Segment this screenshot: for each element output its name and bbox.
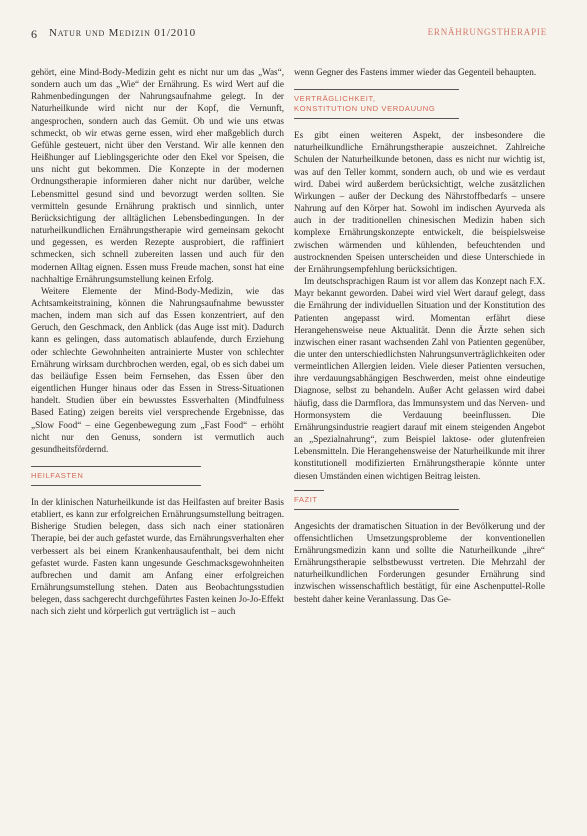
- page-header: [0, 0, 587, 40]
- left-paragraph-3: In der klinischen Naturheilkunde ist das Heilfasten auf breiter Basis etabliert, es kann zur erfolgreichen Ernährungsumstellung beitragen. Bisherige Studien belegen, dass sich nach einer stationären Therapie, bei der auch gefastet wurde, das Ernährungsverhalten eher verbessert als bei einem Krankenhausaufenthalt, bei dem nicht gefastet wurde. Fasten kann ungesunde Geschmacksgewohnheiten aufbrechen und damit am Anfang einer erfolgreichen Ernährungsumstellung stehen. Daten aus Beobachtungsstudien belegen, dass sachgerecht durchgeführtes Fasten keinen Jo-Jo-Effekt nach sich zieht und körperlich gut verträglich ist – auch: [31, 497, 284, 617]
- subheading-vertraeglichkeit: VERTRÄGLICHKEIT,: [294, 94, 376, 104]
- subheading-konstitution: KONSTITUTION UND VERDAUUNG: [294, 104, 436, 114]
- left-column: [31, 66, 284, 618]
- journal-title: Natur und Medizin 01/2010: [49, 27, 196, 39]
- right-paragraph-1: Es gibt einen weiteren Aspekt, der insbesondere die naturheilkundliche Ernährungstherapie auszeichnet. Zahlreiche Schulen der Naturheilkunde betonen, dass es nicht nur wichtig ist, was auf den Teller kommt, sondern auch, ob und wie es verdaut wird. Dabei wird außerdem berücksichtigt, welche zusätzlichen Wirkungen – außer der Deckung des Nährstoffbedarfs – unsere Nahrung auf den Körper hat. Sowohl im indischen Ayurveda als auch in der traditionellen chinesischen Medizin haben sich komplexe Ernährungskonzepte entwickelt, die beispielsweise zwischen wärmenden und kühlenden, befeuchtenden und austrocknenden Speisen unterscheiden und diese Unterschiede in der Ernährungsempfehlung berücksichtigen.: [294, 130, 545, 274]
- left-paragraph-2: Weitere Elemente der Mind-Body-Medizin, wie das Achtsamkeitstraining, können die Nahrungsaufnahme bewusster machen, indem man sich auf das Essen konzentriert, auf den Geruch, den Geschmack, den Anblick (das Auge isst mit). Dadurch kann es gelingen, dass automatisch ablaufende, durch Erziehung oder schlechte Gewohnheiten antrainierte Muster von schlechter Ernährung wirksam durchbrochen werden, egal, ob es sich dabei um das beiläufige Essen beim Fernsehen, das Essen über den eigentlichen Hunger hinaus oder das Essen in Stress-Situationen handelt. Studien über ein bewusstes Essverhalten (Mindfulness Based Eating) zeigen bereits viel versprechende Ergebnisse, das „Slow Food“ – eine Gegenbewegung zum „Fast Food“ – erhöht nicht nur den Genuss, sondern ist vermutlich auch gesundheitsfördernd.: [31, 285, 284, 454]
- page-number: 6: [31, 27, 37, 41]
- subheading-fazit: FAZIT: [294, 494, 318, 504]
- right-column: [294, 66, 545, 605]
- right-paragraph-2: Im deutschsprachigen Raum ist vor allem das Konzept nach F.X. Mayr bekannt geworden. Dabei wird viel Wert darauf gelegt, dass die Ernährung der individuellen Situation und der Konstitution des Patienten angepasst wird. Momentan erfährt diese Herangehensweise neue Aktualität. Denn die Ärzte sehen sich inzwischen einer rasant wachsenden Zahl von Patienten gegenüber, die unter den unterschiedlichsten Nahrungsunverträglichkeiten oder vermeintlichen Allergien leiden. Viele dieser Patienten versuchen, ihre verdauungsabhängigen Beschwerden, meist ohne eindeutige Diagnose, selbst zu behandeln. Außer Acht gelassen wird dabei häufig, dass die Darmflora, das Immunsystem und das Nerven- und Hormonsystem die Verdauung beeinflussen. Die Ernährungsindustrie reagiert darauf mit einem steigenden Angebot an „Spezialnahrung“, zum Beispiel laktose- oder glutenfreien Lebensmitteln. Die Herangehensweise der Naturheilkunde mit ihrer konstitutionell modifizierten Ernährungstherapie könnte unter diesen Umständen einen wichtigen Beitrag leisten.: [294, 276, 545, 481]
- right-paragraph-3: Angesichts der dramatischen Situation in der Bevölkerung und der offensichtlichen Umsetzungsprobleme der konventionellen Ernährungsmedizin kann und sollte die Naturheilkunde „ihre“ Ernährungstherapie selbstbewusst vertreten. Die Mehrzahl der naturheilkundlichen Forderungen gesunder Ernährung sind inzwischen wissenschaftlich bestätigt, für eine Aschenputtel-Rolle besteht daher keine Veranlassung. Das Ge-: [294, 520, 545, 604]
- subheading-heilfasten: HEILFASTEN: [31, 471, 84, 480]
- right-paragraph-0: wenn Gegner des Fastens immer wieder das Gegenteil behaupten.: [294, 67, 537, 77]
- section-label: ERNÄHRUNGSTHERAPIE: [427, 27, 547, 37]
- left-paragraph-1: gehört, eine Mind-Body-Medizin geht es nicht nur um das „Was“, sondern auch um das „Wie“ der Ernährung. Es wird Wert auf die Rahmenbedingungen der Nahrungsaufnahme gelegt. In der Naturheilkunde wird nicht nur der Kopf, die Vernunft, angesprochen, sondern auch das Gemüt. Ob und wie uns etwas schmeckt, ob wir etwas gerne essen, wird eher maßgeblich durch Gefühle gesteuert, nicht über den Verstand. Wir alle kennen den Heißhunger auf Lieblingsgerichte oder den Ekel vor Speisen, die uns nicht gut bekommen. Die Konzepte in der modernen Ordnungstherapie informieren daher nicht nur darüber, welche Lebensmittel gesund sind und bevorzugt werden sollten. Sie vermitteln gesunde Ernährung praktisch und sinnlich, unter Berücksichtigung der alltäglichen Lebensbedingungen. In der naturheilkundlichen Ernährungstherapie wird gemeinsam gekocht und gegessen, es werden Rezepte ausprobiert, die raffiniert schmecken, sich schnell zubereiten lassen und auch für den modernen Alltag eignen. Essen muss Freude machen, sonst hat eine nachhaltige Ernährungsumstellung keinen Erfolg.: [31, 67, 284, 284]
